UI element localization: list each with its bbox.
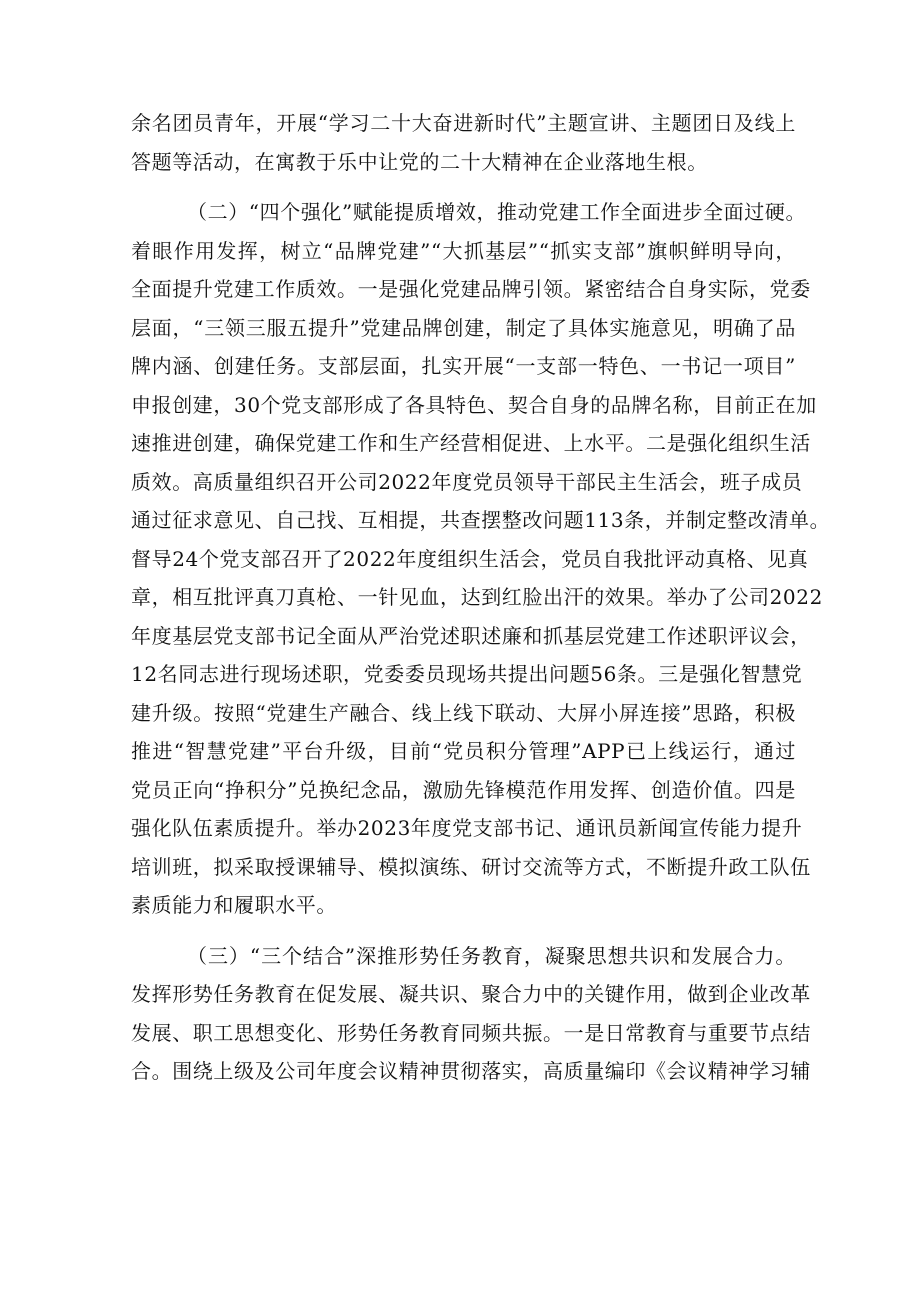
section-heading-line: （二）“四个强化”赋能提质增效，推动党建工作全面进步全面过硬。 bbox=[187, 200, 807, 224]
text-line: 质效。高质量组织召开公司2022年度党员领导干部民主生活会，班子成员 bbox=[131, 469, 803, 494]
text-line: 牌内涵、创建任务。支部层面，扎实开展“一支部一特色、一书记一项目” bbox=[131, 354, 796, 378]
text-line: 推进“智慧党建”平台升级，目前“党员积分管理”APP已上线运行，通过 bbox=[131, 739, 796, 763]
paragraph-1 bbox=[131, 104, 796, 181]
text-line: 培训班，拟采取授课辅导、模拟演练、研讨交流等方式，不断提升政工队伍 bbox=[131, 854, 811, 879]
paragraph-3 bbox=[131, 937, 811, 1091]
text-line: 申报创建，30个党支部形成了各具特色、契合自身的品牌名称，目前正在加 bbox=[131, 392, 817, 417]
text-line: 建升级。按照“党建生产融合、线上线下联动、大屏小屏连接”思路，积极 bbox=[131, 700, 796, 725]
text-line: 着眼作用发挥，树立“品牌党建”“大抓基层”“抓实支部”旗帜鲜明导向， bbox=[131, 238, 796, 263]
text-line: 余名团员青年，开展“学习二十大奋进新时代”主题宣讲、主题团日及线上 bbox=[131, 111, 796, 135]
text-line: 发挥形势任务教育在促发展、凝共识、聚合力中的关键作用，做到企业改革 bbox=[131, 982, 811, 1006]
text-line: 党员正向“挣积分”兑换纪念品，激励先锋模范作用发挥、创造价值。四是 bbox=[131, 777, 796, 802]
text-line: 发展、职工思想变化、形势任务教育同频共振。一是日常教育与重要节点结 bbox=[131, 1020, 811, 1045]
text-line: 全面提升党建工作质效。一是强化党建品牌引领。紧密结合自身实际，党委 bbox=[131, 277, 811, 301]
text-line: 12名同志进行现场述职，党委委员现场共提出问题56条。三是强化智慧党 bbox=[131, 662, 803, 686]
paragraph-2 bbox=[131, 193, 831, 925]
text-line: 章，相互批评真刀真枪、一针见血，达到红脸出汗的效果。举办了公司2022 bbox=[131, 585, 823, 609]
text-line: 答题等活动，在寓教于乐中让党的二十大精神在企业落地生根。 bbox=[131, 149, 708, 174]
text-line: 合。围绕上级及公司年度会议精神贯彻落实，高质量编印《会议精神学习辅 bbox=[131, 1059, 811, 1083]
text-line: 速推进创建，确保党建工作和生产经营相促进、上水平。二是强化组织生活 bbox=[131, 431, 811, 455]
section-heading-line: （三）“三个结合”深推形势任务教育，凝聚思想共识和发展合力。 bbox=[187, 943, 796, 968]
text-line: 督导24个党支部召开了2022年度组织生活会，党员自我批评动真格、见真 bbox=[131, 546, 809, 571]
text-line: 层面，“三领三服五提升”党建品牌创建，制定了具体实施意见，明确了品 bbox=[131, 315, 796, 340]
text-line: 素质能力和履职水平。 bbox=[131, 893, 337, 917]
body-text bbox=[131, 104, 831, 1091]
text-line: 年度基层党支部书记全面从严治党述职述廉和抓基层党建工作述职评议会， bbox=[131, 623, 811, 648]
text-line: 通过征求意见、自己找、互相提，共查摆整改问题113条，并制定整改清单。 bbox=[131, 508, 831, 532]
text-line: 强化队伍素质提升。举办2023年度党支部书记、通讯员新闻宣传能力提升 bbox=[131, 816, 803, 840]
